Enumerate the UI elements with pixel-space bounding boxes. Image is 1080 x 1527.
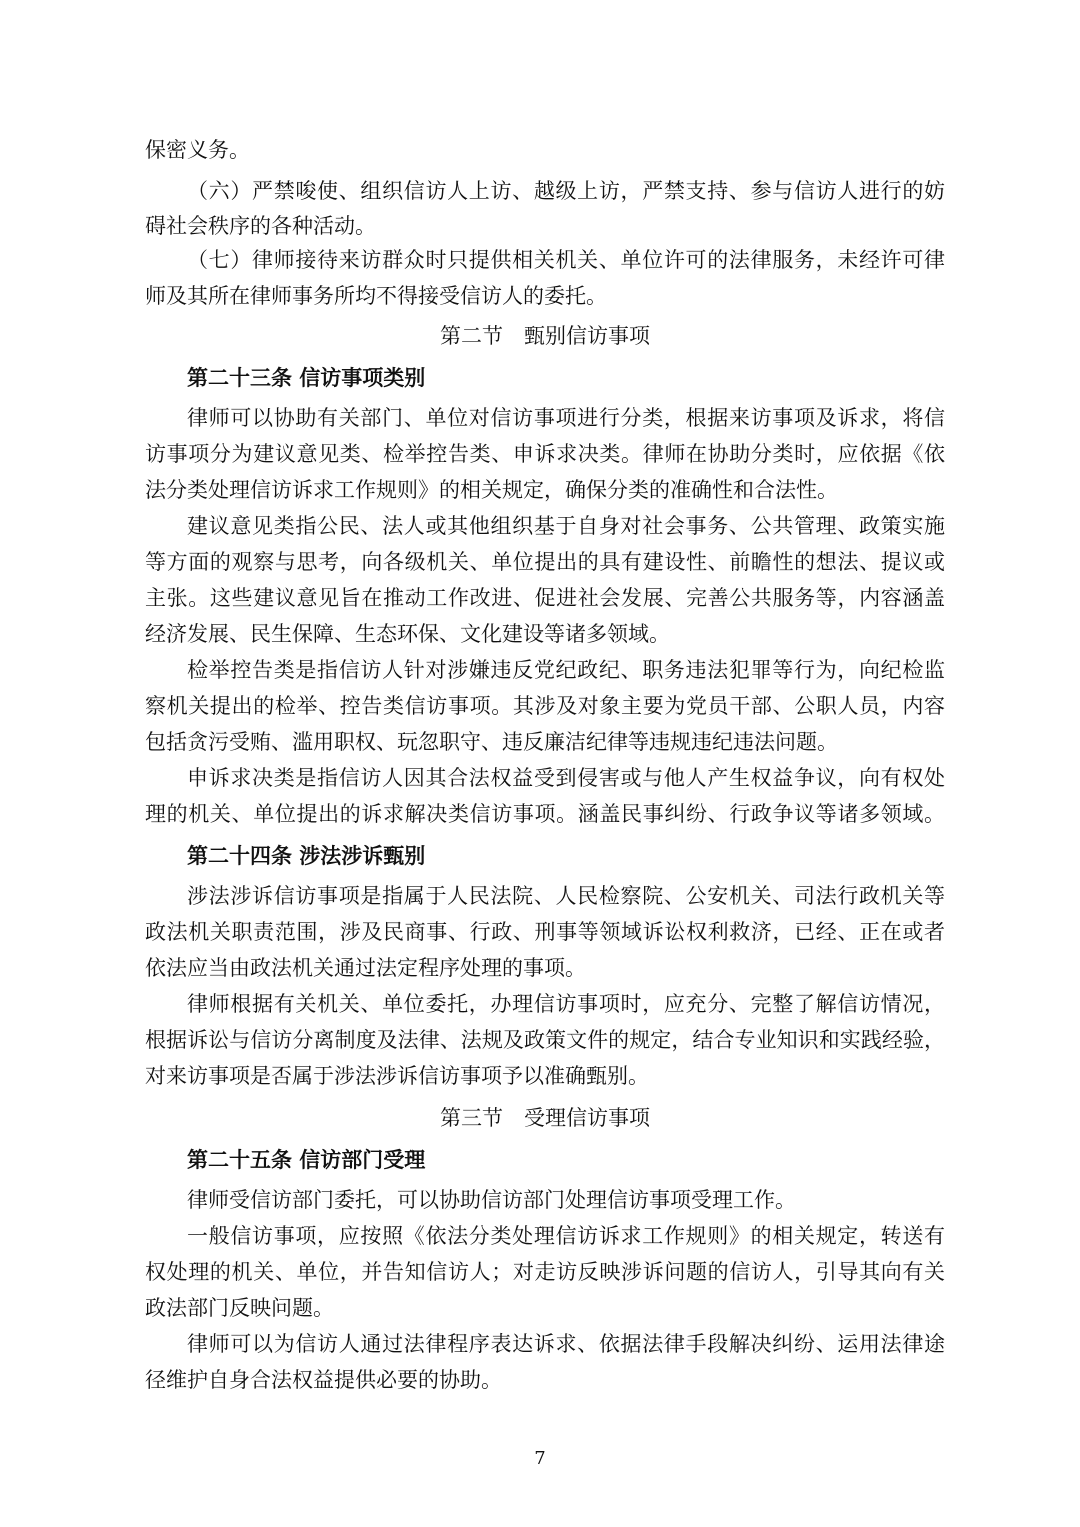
section-heading: 第三节 受理信访事项 — [440, 1106, 650, 1130]
paragraph-line: 申诉求决类是指信访人因其合法权益受到侵害或与他人产生权益争议，向有权处 — [187, 766, 945, 790]
paragraph-line: 权处理的机关、单位，并告知信访人；对走访反映涉诉问题的信访人，引导其向有关 — [145, 1260, 945, 1284]
paragraph-line: 察机关提出的检举、控告类信访事项。其涉及对象主要为党员干部、公职人员，内容 — [145, 694, 945, 718]
paragraph-line: 主张。这些建议意见旨在推动工作改进、促进社会发展、完善公共服务等，内容涵盖 — [145, 586, 945, 610]
paragraph-line: 访事项分为建议意见类、检举控告类、申诉求决类。律师在协助分类时，应依据《依 — [145, 442, 945, 466]
paragraph-line: 涉法涉诉信访事项是指属于人民法院、人民检察院、公安机关、司法行政机关等 — [187, 884, 945, 908]
paragraph-line: 建议意见类指公民、法人或其他组织基于自身对社会事务、公共管理、政策实施 — [187, 514, 945, 538]
paragraph-line: 等方面的观察与思考，向各级机关、单位提出的具有建设性、前瞻性的想法、提议或 — [145, 550, 945, 574]
paragraph-line: 经济发展、民生保障、生态环保、文化建设等诸多领域。 — [145, 622, 670, 646]
paragraph-line: 包括贪污受贿、滥用职权、玩忽职守、违反廉洁纪律等违规违纪违法问题。 — [145, 730, 838, 754]
paragraph-line: 法分类处理信访诉求工作规则》的相关规定，确保分类的准确性和合法性。 — [145, 478, 838, 502]
article-heading: 第二十三条 信访事项类别 — [187, 365, 426, 390]
article-heading: 第二十五条 信访部门受理 — [187, 1147, 426, 1172]
paragraph-line: 根据诉讼与信访分离制度及法律、法规及政策文件的规定，结合专业知识和实践经验， — [145, 1028, 945, 1052]
article-heading: 第二十四条 涉法涉诉甄别 — [187, 843, 426, 868]
paragraph-line: 依法应当由政法机关通过法定程序处理的事项。 — [145, 956, 586, 980]
paragraph-line: 一般信访事项，应按照《依法分类处理信访诉求工作规则》的相关规定，转送有 — [187, 1224, 945, 1248]
paragraph-line: 检举控告类是指信访人针对涉嫌违反党纪政纪、职务违法犯罪等行为，向纪检监 — [187, 658, 945, 682]
paragraph-line: 律师可以为信访人通过法律程序表达诉求、依据法律手段解决纠纷、运用法律途 — [187, 1332, 945, 1356]
paragraph-line: 律师根据有关机关、单位委托，办理信访事项时，应充分、完整了解信访情况， — [187, 992, 945, 1016]
paragraph-line: 碍社会秩序的各种活动。 — [145, 214, 376, 238]
paragraph-line: 理的机关、单位提出的诉求解决类信访事项。涵盖民事纠纷、行政争议等诸多领域。 — [145, 802, 945, 826]
paragraph-line: 保密义务。 — [145, 138, 250, 162]
paragraph-line: 径维护自身合法权益提供必要的协助。 — [145, 1368, 502, 1392]
section-heading: 第二节 甄别信访事项 — [440, 324, 650, 348]
paragraph-line: 政法机关职责范围，涉及民商事、行政、刑事等领域诉讼权利救济，已经、正在或者 — [145, 920, 945, 944]
page-number: 7 — [534, 1448, 546, 1469]
paragraph-line: 律师可以协助有关部门、单位对信访事项进行分类，根据来访事项及诉求，将信 — [187, 406, 945, 430]
paragraph-line: 政法部门反映问题。 — [145, 1296, 334, 1320]
paragraph-line: 师及其所在律师事务所均不得接受信访人的委托。 — [145, 284, 607, 308]
paragraph-line: （六）严禁唆使、组织信访人上访、越级上访，严禁支持、参与信访人进行的妨 — [187, 179, 945, 203]
paragraph-line: 对来访事项是否属于涉法涉诉信访事项予以准确甄别。 — [145, 1064, 649, 1088]
paragraph-line: 律师受信访部门委托，可以协助信访部门处理信访事项受理工作。 — [187, 1188, 796, 1212]
paragraph-line: （七）律师接待来访群众时只提供相关机关、单位许可的法律服务，未经许可律 — [187, 248, 945, 272]
